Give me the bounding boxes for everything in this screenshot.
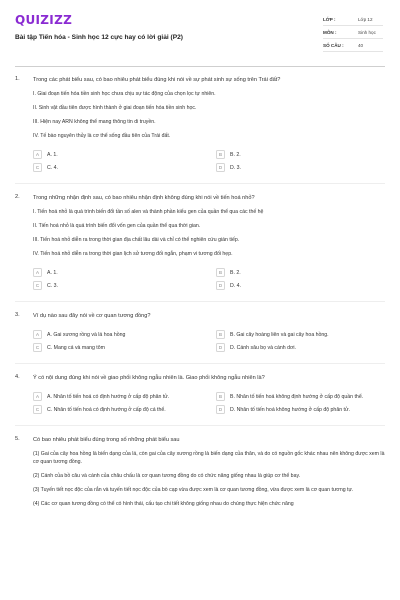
option-text: B. 2. (230, 269, 241, 276)
option-text: C. Nhân tố tiến hoá có định hướng ở cấp độ cá thể. (47, 406, 166, 413)
option-letter-box: B (216, 330, 225, 339)
worksheet-meta (323, 13, 383, 52)
option-a[interactable] (33, 392, 214, 401)
option-text: A. Gai xương rồng và lá hoa hồng (47, 331, 126, 338)
question-statement: I. Tiến hoá nhỏ là quá trình biến đổi tần số alen và thành phần kiểu gen của quần thể qua các thế hệ (33, 209, 264, 215)
question-5 (0, 436, 400, 508)
option-letter-box: D (216, 405, 225, 414)
question-number: 3. (15, 312, 20, 318)
option-b[interactable] (216, 392, 387, 401)
option-text: A. 1. (47, 269, 58, 276)
option-text: C. 4. (47, 164, 58, 171)
option-c[interactable] (33, 281, 214, 290)
question-statement: II. Sinh vật đầu tiên được hình thành ở giai đoạn tiến hóa tiền sinh học. (33, 105, 197, 111)
question-text: Trong các phát biểu sau, có bao nhiêu phát biểu đúng khi nói về sự phát sinh sự sống trên Trái đất? (33, 77, 281, 83)
meta-row-subject (323, 26, 383, 39)
header-divider (15, 66, 385, 67)
question-statement: (1) Gai của cây hoa hồng là biến dạng của lá, còn gai của cây xương rồng là biến dạng của thân, và do có nguồn gốc khác nhau nên không được xem là cơ quan tương đồng. (33, 451, 385, 465)
question-statement: II. Tiến hoá nhỏ là quá trình biến đổi vốn gen của quần thể qua thời gian. (33, 223, 201, 229)
meta-key: SỐ CÂU : (323, 42, 344, 48)
option-c[interactable] (33, 163, 214, 172)
question-statement: IV. Tiến hoá nhỏ diễn ra trong thời gian lịch sử tương đối ngắn, phạm vi tương đối hẹp. (33, 251, 233, 257)
meta-key: LỚP : (323, 16, 336, 22)
question-statement: III. Tiến hoá nhỏ diễn ra trong thời gian địa chất lâu dài và chỉ có thể nghiên cứu gián tiếp. (33, 237, 240, 243)
option-text: A. 1. (47, 151, 58, 158)
meta-value: Sinh học (358, 29, 376, 35)
option-d[interactable] (216, 405, 387, 414)
option-letter-box: A (33, 330, 42, 339)
meta-key: MÔN : (323, 29, 337, 35)
question-text: Ý có nội dung đúng khi nói về giao phối không ngẫu nhiên là. Giao phối không ngẫu nhiên là? (33, 375, 265, 381)
option-text: D. Nhân tố tiến hoá không hướng ở cấp độ phân tử. (230, 406, 350, 413)
question-statement: (4) Các cơ quan tương đồng có thể có hình thái, cấu tạo chi tiết không giống nhau do chúng thực hiện chức năng (33, 501, 294, 507)
option-a[interactable] (33, 150, 214, 159)
question-text: Có bao nhiêu phát biểu đúng trong số những phát biểu sau (33, 437, 180, 443)
option-letter-box: A (33, 268, 42, 277)
question-separator (15, 425, 385, 426)
option-letter-box: C (33, 405, 42, 414)
option-text: C. Mang cá và mang tôm (47, 344, 105, 351)
option-letter-box: D (216, 343, 225, 352)
question-statement: (2) Cánh của bồ câu và cánh của châu chấu là cơ quan tương đồng do có chức năng giống nhau là giúp cơ thể bay. (33, 473, 301, 479)
question-separator (15, 363, 385, 364)
question-statement: IV. Tế bào nguyên thủy là cơ thể sống đầu tiên của Trái đất. (33, 133, 171, 139)
option-text: B. Gai cây hoàng liên và gai cây hoa hồng. (230, 331, 329, 338)
option-letter-box: D (216, 281, 225, 290)
option-letter-box: C (33, 343, 42, 352)
option-d[interactable] (216, 343, 387, 352)
option-text: B. Nhân tố tiến hoá không định hướng ở cấp độ quần thể. (230, 393, 364, 400)
answer-options (33, 330, 385, 352)
meta-row-question-count (323, 39, 383, 52)
option-b[interactable] (216, 330, 387, 339)
quizizz-logo[interactable]: QUIZIZZ (15, 13, 73, 27)
option-text: D. 3. (230, 164, 241, 171)
option-letter-box: B (216, 150, 225, 159)
worksheet-title: Bài tập Tiến hóa - Sinh học 12 cực hay có lời giải (P2) (15, 34, 183, 41)
question-3 (0, 312, 400, 352)
question-2 (0, 194, 400, 290)
question-statement: (3) Tuyến tiết nọc độc của rắn và tuyến tiết nọc độc của bò cạp vừa được xem là cơ quan tương đồng, vừa được xem là cơ quan tương tự. (33, 487, 354, 493)
option-letter-box: D (216, 163, 225, 172)
answer-options (33, 150, 385, 172)
answer-options (33, 392, 385, 414)
option-letter-box: B (216, 392, 225, 401)
option-letter-box: C (33, 163, 42, 172)
option-letter-box: C (33, 281, 42, 290)
meta-row-class (323, 13, 383, 26)
option-b[interactable] (216, 268, 387, 277)
option-a[interactable] (33, 268, 214, 277)
question-list (0, 76, 400, 508)
question-separator (15, 183, 385, 184)
option-c[interactable] (33, 405, 214, 414)
option-d[interactable] (216, 281, 387, 290)
option-letter-box: A (33, 150, 42, 159)
question-number: 2. (15, 194, 20, 200)
answer-options (33, 268, 385, 290)
question-number: 5. (15, 436, 20, 442)
worksheet-header (0, 0, 400, 64)
option-d[interactable] (216, 163, 387, 172)
option-text: C. 3. (47, 282, 58, 289)
question-4 (0, 374, 400, 414)
question-statement: I. Giai đoạn tiến hóa tiền sinh học chưa chịu sự tác động của chọn lọc tự nhiên. (33, 91, 216, 97)
option-b[interactable] (216, 150, 387, 159)
question-statement: III. Hiện nay ARN không thể mang thông tin di truyền. (33, 119, 156, 125)
option-text: D. 4. (230, 282, 241, 289)
option-text: B. 2. (230, 151, 241, 158)
meta-value: 40 (358, 42, 364, 48)
question-text: Ví dụ nào sau đây nói về cơ quan tương đồng? (33, 313, 151, 319)
option-text: A. Nhân tố tiến hoá có định hướng ở cấp độ phân tử. (47, 393, 170, 400)
question-separator (15, 301, 385, 302)
option-letter-box: A (33, 392, 42, 401)
question-1 (0, 76, 400, 172)
option-text: D. Cánh sâu bọ và cánh dơi. (230, 344, 296, 351)
meta-value: Lớp 12 (358, 16, 373, 22)
option-letter-box: B (216, 268, 225, 277)
question-text: Trong những nhận định sau, có bao nhiêu nhận định không đúng khi nói về tiến hoá nhỏ? (33, 195, 255, 201)
question-number: 1. (15, 76, 20, 82)
option-c[interactable] (33, 343, 214, 352)
question-number: 4. (15, 374, 20, 380)
option-a[interactable] (33, 330, 214, 339)
